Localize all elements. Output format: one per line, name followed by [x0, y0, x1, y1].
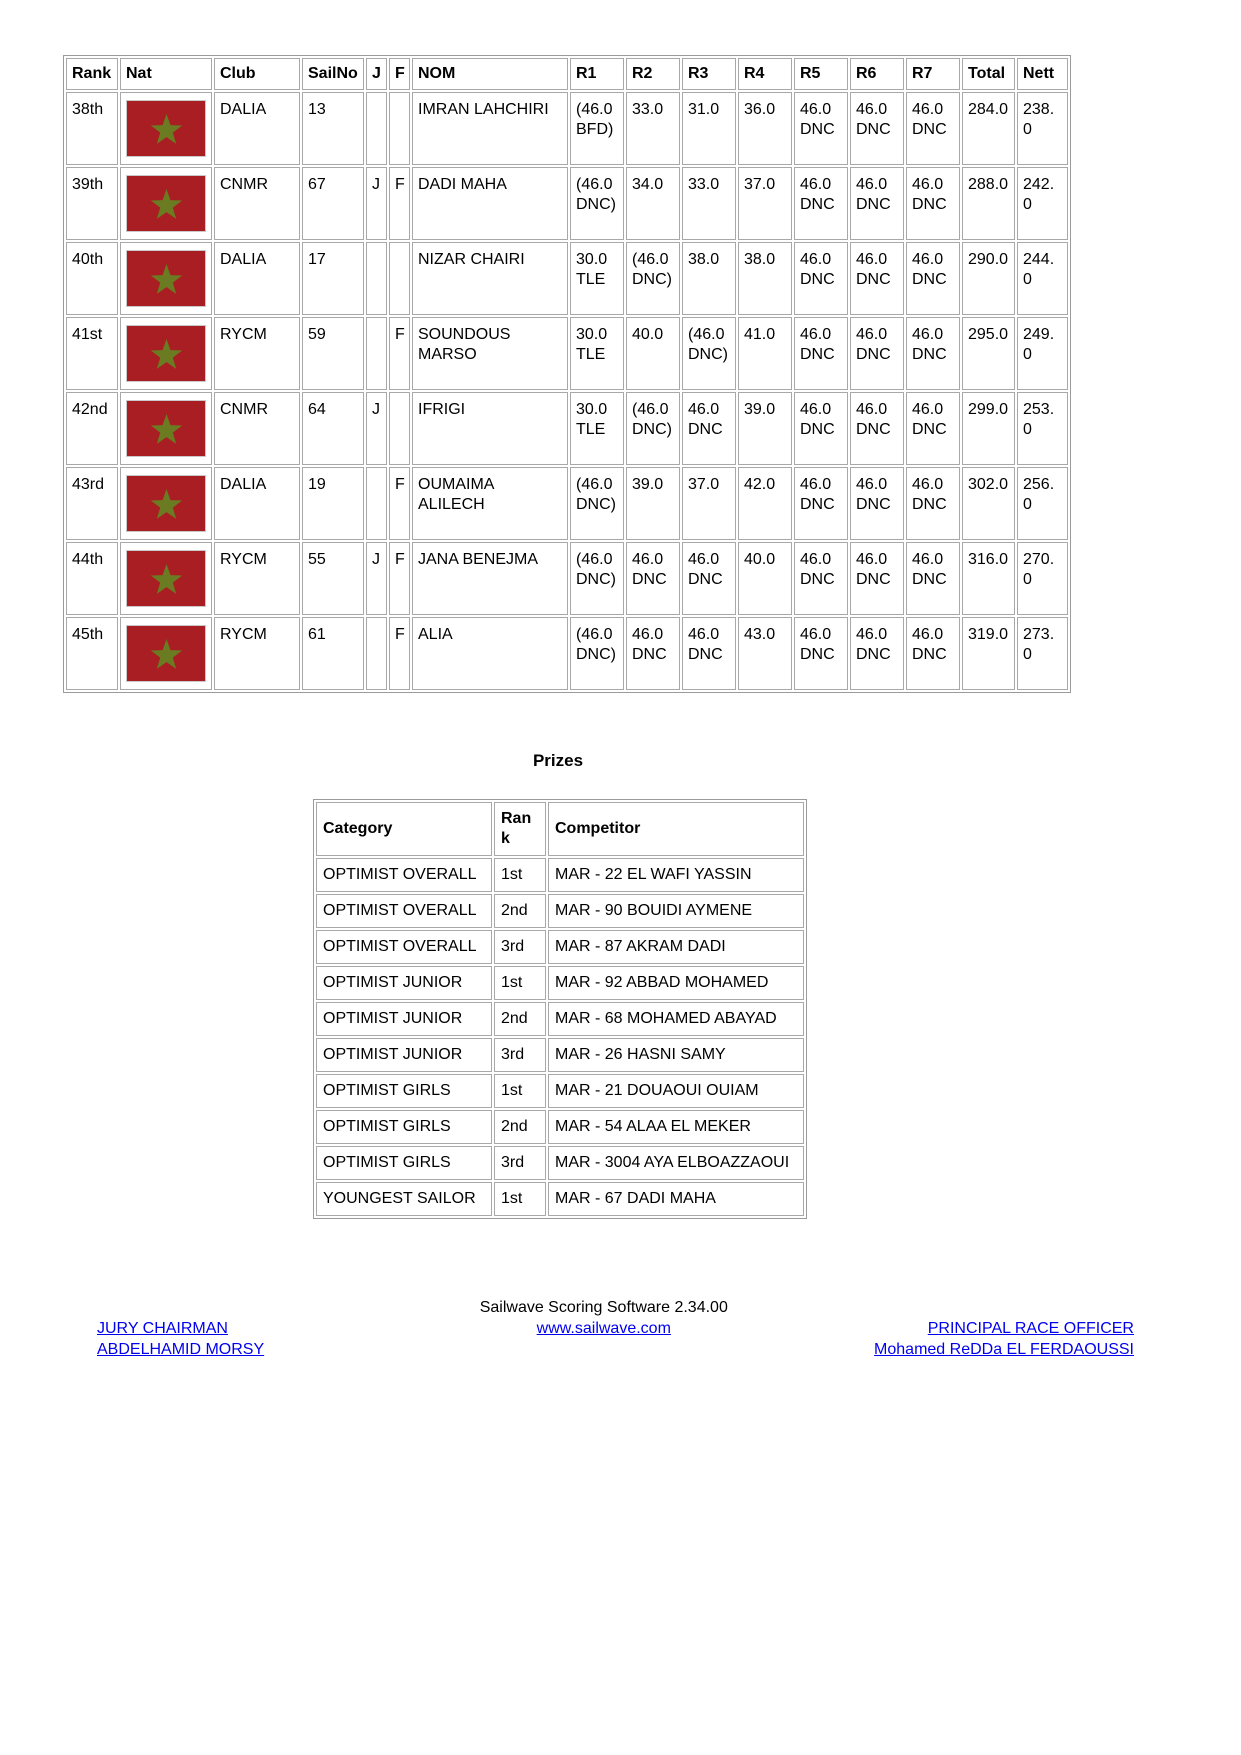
r5-cell: 46.0 DNC	[794, 467, 848, 540]
col-header-rank: Rank	[66, 58, 118, 90]
rank-cell: 38th	[66, 92, 118, 165]
r4-cell: 36.0	[738, 92, 792, 165]
r7-cell: 46.0 DNC	[906, 167, 960, 240]
category-cell: OPTIMIST JUNIOR	[316, 966, 492, 1000]
j-cell	[366, 467, 387, 540]
nom-cell: SOUNDOUS MARSO	[412, 317, 568, 390]
r4-cell: 42.0	[738, 467, 792, 540]
prize-row	[316, 930, 804, 964]
r4-cell: 37.0	[738, 167, 792, 240]
col-header-r7: R7	[906, 58, 960, 90]
r5-cell: 46.0 DNC	[794, 617, 848, 690]
r1-cell: (46.0 DNC)	[570, 542, 624, 615]
prize-rank-cell: 2nd	[494, 1002, 546, 1036]
rank-cell: 39th	[66, 167, 118, 240]
race-officer-block	[810, 1297, 1178, 1360]
col-header-j: J	[366, 58, 387, 90]
col-header-nat: Nat	[120, 58, 212, 90]
morocco-flag-icon	[126, 625, 206, 682]
rank-cell: 40th	[66, 242, 118, 315]
table-row	[66, 317, 1068, 390]
results-header-row	[66, 58, 1068, 90]
prize-rank-cell: 1st	[494, 858, 546, 892]
r6-cell: 46.0 DNC	[850, 617, 904, 690]
nett-cell: 238.0	[1017, 92, 1068, 165]
prizes-col-header-competitor: Competitor	[548, 802, 804, 856]
table-row	[66, 392, 1068, 465]
j-cell: J	[366, 542, 387, 615]
f-cell: F	[389, 167, 410, 240]
prize-row	[316, 966, 804, 1000]
software-version-text: Sailwave Scoring Software 2.34.00	[479, 1299, 728, 1316]
nat-cell	[120, 92, 212, 165]
club-cell: CNMR	[214, 392, 300, 465]
f-cell: F	[389, 467, 410, 540]
prizes-title: Prizes	[532, 751, 584, 770]
nat-cell	[120, 167, 212, 240]
r3-cell: 38.0	[682, 242, 736, 315]
nom-cell: ALIA	[412, 617, 568, 690]
j-cell: J	[366, 167, 387, 240]
f-cell: F	[389, 542, 410, 615]
col-header-f: F	[389, 58, 410, 90]
principal-race-officer-title-link[interactable]: PRINCIPAL RACE OFFICER	[927, 1320, 1134, 1337]
r7-cell: 46.0 DNC	[906, 617, 960, 690]
r1-cell: (46.0 DNC)	[570, 467, 624, 540]
j-cell	[366, 317, 387, 390]
nom-cell: DADI MAHA	[412, 167, 568, 240]
r6-cell: 46.0 DNC	[850, 467, 904, 540]
morocco-flag-icon	[126, 550, 206, 607]
r1-cell: (46.0 DNC)	[570, 167, 624, 240]
club-cell: DALIA	[214, 242, 300, 315]
sailwave-website-link[interactable]: www.sailwave.com	[536, 1320, 671, 1337]
prize-rank-cell: 3rd	[494, 1146, 546, 1180]
r1-cell: 30.0 TLE	[570, 317, 624, 390]
col-header-r3: R3	[682, 58, 736, 90]
total-cell: 290.0	[962, 242, 1015, 315]
j-cell	[366, 617, 387, 690]
f-cell: F	[389, 317, 410, 390]
r3-cell: 31.0	[682, 92, 736, 165]
category-cell: OPTIMIST JUNIOR	[316, 1002, 492, 1036]
sailno-cell: 61	[302, 617, 364, 690]
r7-cell: 46.0 DNC	[906, 467, 960, 540]
r2-cell: 40.0	[626, 317, 680, 390]
rank-cell: 44th	[66, 542, 118, 615]
nat-cell	[120, 467, 212, 540]
prize-rank-cell: 2nd	[494, 1110, 546, 1144]
prize-row	[316, 1182, 804, 1216]
principal-race-officer-name-link[interactable]: Mohamed ReDDa EL FERDAOUSSI	[874, 1341, 1134, 1358]
nat-cell	[120, 617, 212, 690]
nett-cell: 244.0	[1017, 242, 1068, 315]
col-header-r6: R6	[850, 58, 904, 90]
morocco-flag-icon	[126, 175, 206, 232]
r1-cell: (46.0 BFD)	[570, 92, 624, 165]
prizes-header-row	[316, 802, 804, 856]
r4-cell: 43.0	[738, 617, 792, 690]
competitor-cell: MAR - 3004 AYA ELBOAZZAOUI	[548, 1146, 804, 1180]
prize-row	[316, 1110, 804, 1144]
col-header-nett: Nett	[1017, 58, 1068, 90]
prize-row	[316, 858, 804, 892]
category-cell: OPTIMIST OVERALL	[316, 930, 492, 964]
rank-cell: 42nd	[66, 392, 118, 465]
r2-cell: 46.0 DNC	[626, 617, 680, 690]
r5-cell: 46.0 DNC	[794, 242, 848, 315]
f-cell	[389, 92, 410, 165]
r4-cell: 41.0	[738, 317, 792, 390]
nom-cell: OUMAIMA ALILECH	[412, 467, 568, 540]
nat-cell	[120, 392, 212, 465]
col-header-sailno: SailNo	[302, 58, 364, 90]
category-cell: OPTIMIST GIRLS	[316, 1074, 492, 1108]
table-row	[66, 242, 1068, 315]
nett-cell: 249.0	[1017, 317, 1068, 390]
rank-cell: 45th	[66, 617, 118, 690]
nom-cell: IFRIGI	[412, 392, 568, 465]
sailno-cell: 13	[302, 92, 364, 165]
j-cell	[366, 242, 387, 315]
total-cell: 299.0	[962, 392, 1015, 465]
r2-cell: (46.0 DNC)	[626, 242, 680, 315]
r1-cell: (46.0 DNC)	[570, 617, 624, 690]
sailno-cell: 64	[302, 392, 364, 465]
nom-cell: JANA BENEJMA	[412, 542, 568, 615]
col-header-r2: R2	[626, 58, 680, 90]
competitor-cell: MAR - 87 AKRAM DADI	[548, 930, 804, 964]
morocco-flag-icon	[126, 250, 206, 307]
prize-row	[316, 1146, 804, 1180]
r6-cell: 46.0 DNC	[850, 242, 904, 315]
category-cell: YOUNGEST SAILOR	[316, 1182, 492, 1216]
club-cell: DALIA	[214, 92, 300, 165]
r2-cell: 46.0 DNC	[626, 542, 680, 615]
r6-cell: 46.0 DNC	[850, 167, 904, 240]
r7-cell: 46.0 DNC	[906, 542, 960, 615]
competitor-cell: MAR - 54 ALAA EL MEKER	[548, 1110, 804, 1144]
r5-cell: 46.0 DNC	[794, 92, 848, 165]
r2-cell: 33.0	[626, 92, 680, 165]
jury-chairman-name-link[interactable]: ABDELHAMID MORSY	[97, 1341, 265, 1358]
competitor-cell: MAR - 21 DOUAOUI OUIAM	[548, 1074, 804, 1108]
table-row	[66, 542, 1068, 615]
jury-chairman-title-link[interactable]: JURY CHAIRMAN	[97, 1320, 228, 1337]
f-cell	[389, 392, 410, 465]
prizes-col-header-rank: Rank	[494, 802, 546, 856]
morocco-flag-icon	[126, 100, 206, 157]
r5-cell: 46.0 DNC	[794, 167, 848, 240]
r7-cell: 46.0 DNC	[906, 92, 960, 165]
total-cell: 295.0	[962, 317, 1015, 390]
r3-cell: 37.0	[682, 467, 736, 540]
sailno-cell: 19	[302, 467, 364, 540]
nett-cell: 273.0	[1017, 617, 1068, 690]
nett-cell: 256.0	[1017, 467, 1068, 540]
club-cell: RYCM	[214, 317, 300, 390]
col-header-nom: NOM	[412, 58, 568, 90]
nat-cell	[120, 542, 212, 615]
nett-cell: 242.0	[1017, 167, 1068, 240]
competitor-cell: MAR - 22 EL WAFI YASSIN	[548, 858, 804, 892]
prize-rank-cell: 2nd	[494, 894, 546, 928]
r2-cell: 39.0	[626, 467, 680, 540]
r3-cell: 33.0	[682, 167, 736, 240]
category-cell: OPTIMIST OVERALL	[316, 894, 492, 928]
r2-cell: (46.0 DNC)	[626, 392, 680, 465]
prize-row	[316, 894, 804, 928]
r3-cell: (46.0 DNC)	[682, 317, 736, 390]
nat-cell	[120, 242, 212, 315]
r6-cell: 46.0 DNC	[850, 542, 904, 615]
prize-rank-cell: 3rd	[494, 1038, 546, 1072]
f-cell: F	[389, 617, 410, 690]
col-header-total: Total	[962, 58, 1015, 90]
r4-cell: 39.0	[738, 392, 792, 465]
col-header-club: Club	[214, 58, 300, 90]
club-cell: RYCM	[214, 542, 300, 615]
table-row	[66, 467, 1068, 540]
results-body	[66, 92, 1068, 690]
nom-cell: IMRAN LAHCHIRI	[412, 92, 568, 165]
sailno-cell: 55	[302, 542, 364, 615]
j-cell	[366, 92, 387, 165]
prize-rank-cell: 1st	[494, 1182, 546, 1216]
morocco-flag-icon	[126, 325, 206, 382]
r5-cell: 46.0 DNC	[794, 542, 848, 615]
r1-cell: 30.0 TLE	[570, 392, 624, 465]
category-cell: OPTIMIST GIRLS	[316, 1146, 492, 1180]
r3-cell: 46.0 DNC	[682, 392, 736, 465]
r2-cell: 34.0	[626, 167, 680, 240]
total-cell: 284.0	[962, 92, 1015, 165]
total-cell: 316.0	[962, 542, 1015, 615]
sailno-cell: 67	[302, 167, 364, 240]
nat-cell	[120, 317, 212, 390]
col-header-r4: R4	[738, 58, 792, 90]
sailno-cell: 59	[302, 317, 364, 390]
competitor-cell: MAR - 67 DADI MAHA	[548, 1182, 804, 1216]
rank-cell: 41st	[66, 317, 118, 390]
sailno-cell: 17	[302, 242, 364, 315]
morocco-flag-icon	[126, 475, 206, 532]
col-header-r1: R1	[570, 58, 624, 90]
competitor-cell: MAR - 92 ABBAD MOHAMED	[548, 966, 804, 1000]
table-row	[66, 167, 1068, 240]
morocco-flag-icon	[126, 400, 206, 457]
club-cell: CNMR	[214, 167, 300, 240]
table-row	[66, 92, 1068, 165]
prize-rank-cell: 1st	[494, 966, 546, 1000]
r3-cell: 46.0 DNC	[682, 542, 736, 615]
rank-cell: 43rd	[66, 467, 118, 540]
total-cell: 288.0	[962, 167, 1015, 240]
software-block	[398, 1297, 811, 1360]
prize-rank-cell: 3rd	[494, 930, 546, 964]
r6-cell: 46.0 DNC	[850, 317, 904, 390]
category-cell: OPTIMIST GIRLS	[316, 1110, 492, 1144]
nom-cell: NIZAR CHAIRI	[412, 242, 568, 315]
category-cell: OPTIMIST OVERALL	[316, 858, 492, 892]
nett-cell: 270.0	[1017, 542, 1068, 615]
r6-cell: 46.0 DNC	[850, 392, 904, 465]
r5-cell: 46.0 DNC	[794, 392, 848, 465]
r7-cell: 46.0 DNC	[906, 392, 960, 465]
prize-row	[316, 1074, 804, 1108]
r6-cell: 46.0 DNC	[850, 92, 904, 165]
prizes-table	[313, 799, 807, 1219]
prize-rank-cell: 1st	[494, 1074, 546, 1108]
competitor-cell: MAR - 90 BOUIDI AYMENE	[548, 894, 804, 928]
competitor-cell: MAR - 68 MOHAMED ABAYAD	[548, 1002, 804, 1036]
competitor-cell: MAR - 26 HASNI SAMY	[548, 1038, 804, 1072]
r5-cell: 46.0 DNC	[794, 317, 848, 390]
col-header-r5: R5	[794, 58, 848, 90]
club-cell: RYCM	[214, 617, 300, 690]
f-cell	[389, 242, 410, 315]
total-cell: 302.0	[962, 467, 1015, 540]
category-cell: OPTIMIST JUNIOR	[316, 1038, 492, 1072]
nett-cell: 253.0	[1017, 392, 1068, 465]
r4-cell: 40.0	[738, 542, 792, 615]
j-cell: J	[366, 392, 387, 465]
table-row	[66, 617, 1068, 690]
r1-cell: 30.0 TLE	[570, 242, 624, 315]
prizes-body	[316, 858, 804, 1216]
prizes-col-header-category: Category	[316, 802, 492, 856]
club-cell: DALIA	[214, 467, 300, 540]
r7-cell: 46.0 DNC	[906, 317, 960, 390]
r4-cell: 38.0	[738, 242, 792, 315]
total-cell: 319.0	[962, 617, 1015, 690]
jury-chairman-block	[63, 1297, 398, 1360]
page-footer	[63, 1297, 1178, 1360]
results-table	[63, 55, 1071, 693]
prize-row	[316, 1038, 804, 1072]
prize-row	[316, 1002, 804, 1036]
r3-cell: 46.0 DNC	[682, 617, 736, 690]
r7-cell: 46.0 DNC	[906, 242, 960, 315]
